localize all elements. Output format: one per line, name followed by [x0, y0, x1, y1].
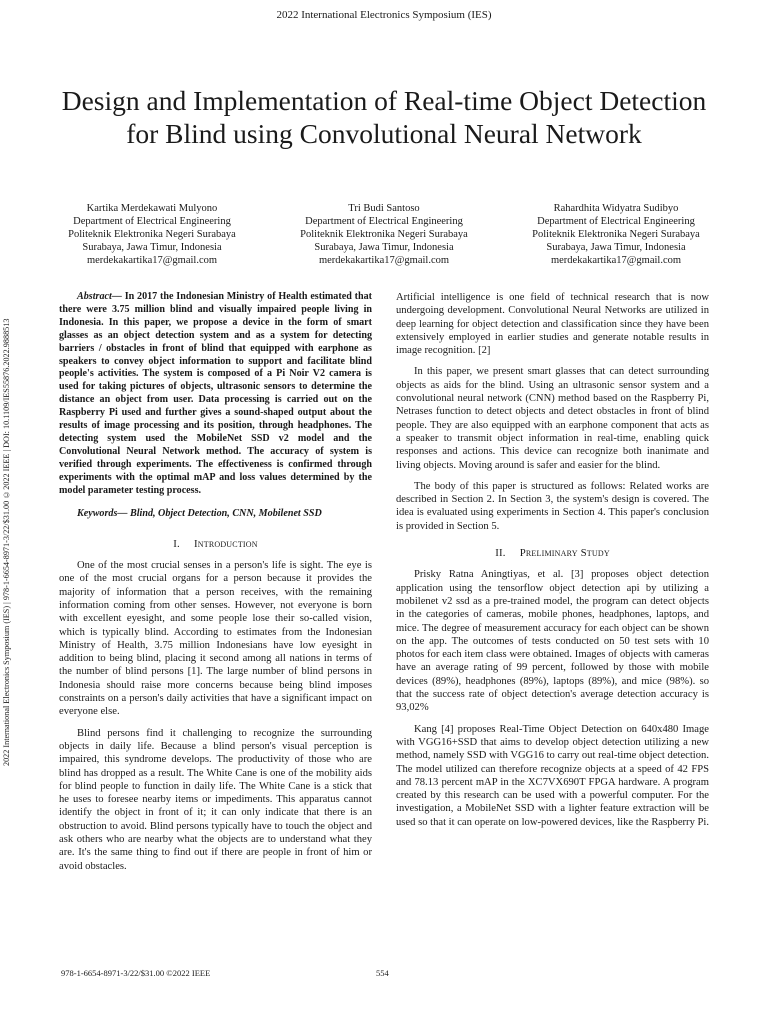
- author-institution: Politeknik Elektronika Negeri Surabaya: [300, 229, 468, 240]
- author-department: Department of Electrical Engineering: [73, 216, 231, 227]
- author-2: [268, 202, 500, 267]
- author-location: Surabaya, Jawa Timur, Indonesia: [82, 242, 222, 253]
- abstract-text: In 2017 the Indonesian Ministry of Health estimated that there were 3.75 million blind and visually impaired people living in Indonesia. In this paper, we propose a device in the form of smart glasses as an object detection system and as a system for detecting barriers / obstacles in front of blind that equipped with earphone as speakers to convey object information to support and facilitate blind people's activities. The system is composed of a Pi Noir V2 camera is used for taking pictures of objects, ultrasonic sensors to determine the distance an object from user. Data processing is carried out on the Raspberry Pi used and further gives a sound-shaped output about the results of image processing and its position, through headphones. The detecting system used the MobileNet SSD v2 model and the Convolutional Neural Network method. The accuracy of system is verified through experiments. The effectiveness is confirmed through experiments with the optimal mAP and loss values determined by the model parameter testing process.: [59, 291, 372, 496]
- author-name: Rahardhita Widyatra Sudibyo: [553, 203, 679, 214]
- author-institution: Politeknik Elektronika Negeri Surabaya: [532, 229, 700, 240]
- author-email: merdekakartika17@gmail.com: [318, 255, 450, 266]
- keywords: Keywords— Blind, Object Detection, CNN, Mobilenet SSD: [77, 507, 322, 519]
- author-block: [36, 202, 732, 266]
- author-3: [500, 202, 732, 267]
- footer-copyright: 978-1-6654-8971-3/22/$31.00 ©2022 IEEE: [61, 968, 211, 978]
- abstract-label: Abstract—: [77, 291, 122, 302]
- section-heading-preliminary-study: [396, 547, 709, 560]
- paragraph: Prisky Ratna Aningtiyas, et al. [3] proposes object detection application using the tensorflow object detection api by utilizing a mobilenet v2 ssd as a pre-trained model, the program can detect objects in the categories of cameras, mobile phones, headphones, laptops, and mice. The degree of measurement accuracy for each object can be shown on the app. The outcomes of tests conducted on 50 test sets with 10 photos for each item class were obtained. Images of objects with cameras have an average rating of 99 percent, followed by those with mobile devices (89%), headphones (89%), laptops (89%), and mice (98%). so that the success rate of object detection's average detection accuracy is 93,02%: [396, 569, 709, 714]
- conference-header: 2022 International Electronics Symposium (IES): [276, 9, 492, 21]
- section-title: Preliminary Study: [519, 547, 610, 560]
- right-column: [396, 291, 709, 829]
- author-institution: Politeknik Elektronika Negeri Surabaya: [68, 229, 236, 240]
- author-department: Department of Electrical Engineering: [305, 216, 463, 227]
- paper-title: Design and Implementation of Real-time Object Detection for Blind using Convolutional Neural Network: [61, 85, 707, 149]
- paragraph: Blind persons find it challenging to recognize the surrounding objects in daily life. Because a blind person's visual perception is impaired, this syndrome develops. The productivity of those who are blind has dropped as a result. The White Cane is one of the mobility aids for blind people to function in daily life. The White Cane is a stick that he uses to foresee nearby items or impediments. This apparatus cannot identify the object in front of it; it can only indicate that there is an obstruction to avoid. Blind persons typically have to touch the object and ask others who are nearby what the objects are to understand what they are. It's the same thing to find out if there are people in front of him or avoid obstacles.: [59, 727, 372, 872]
- section-number: II.: [495, 547, 506, 560]
- paragraph: The body of this paper is structured as follows: Related works are described in Section 2. In Section 3, the system's design is covered. The idea is evaluated using experiments in Section 4. This paper's conclusion is provided in Section 5.: [396, 480, 709, 532]
- paragraph: Kang [4] proposes Real-Time Object Detection on 640x480 Image with VGG16+SSD that aims to develop object detection utilizing a new method, namely SSD with VGG16 to carry out real-time object detection. The model utilized can therefore recognize objects at a speed of 42 FPS and 78.13 percent mAP in the XC7VX690T FPGA hardware. A program created by this research can be used with a powerful computer. For the investigation, a MobileNet SSD with a lighter feature extraction will be used so that it can operate on low-powered devices, like the Raspberry Pi.: [396, 723, 710, 828]
- section-heading-introduction: [59, 538, 372, 551]
- paragraph: Artificial intelligence is one field of technical research that is now undergoing development. Convolutional Neural Networks are utilized in deep learning for object detection and classification since they have been extensively employed in earlier studies and generate notable results in image recognition. [2]: [396, 292, 709, 357]
- author-location: Surabaya, Jawa Timur, Indonesia: [546, 242, 686, 253]
- page-number: 554: [376, 968, 389, 978]
- author-name: Tri Budi Santoso: [348, 203, 420, 214]
- abstract: [59, 291, 372, 498]
- author-name: Kartika Merdekawati Mulyono: [86, 203, 218, 214]
- paragraph: In this paper, we present smart glasses that can detect surrounding objects as aids for the blind. Using an ultrasonic sensor system and a convolutional neural network (CNN) method based on the Raspberry Pi, Netrases function to detect objects and detect obstacles in front of blind people. They are also equipped with an earphone component that acts as a speaker to transmit object information in real-time, enabling quick responses and actions. This device can recognize both inanimate and living objects. Moving around is safer and easier for the blind.: [396, 366, 709, 471]
- author-email: merdekakartika17@gmail.com: [86, 255, 218, 266]
- author-1: [36, 202, 268, 267]
- section-title: Introduction: [193, 537, 258, 550]
- paragraph: One of the most crucial senses in a person's life is sight. The eye is one of the most crucial organs for a person because it provides the majority of information that a person receives, with the remaining information coming from other senses. However, not everyone is born with excellent eyesight, and some people lose their so-called vision, which is typically blind. According to estimates from the Indonesian Ministry of Health, 3.75 million Indonesians have low eyesight in addition to being blind, placing it second among all nations in terms of the number of blind persons [1]. The large number of blind persons in Indonesia should raise more concerns because being blind imposes constraints on a person's daily activities that have a significant impact on everyone else.: [59, 560, 372, 718]
- author-department: Department of Electrical Engineering: [537, 216, 695, 227]
- side-doi-identifier: 2022 International Electronics Symposium (IES) | 978-1-6654-8971-3/22/$31.00 ©2022 IEEE | DOI: 10.1109/IES55876.2022.9888513: [2, 318, 11, 766]
- section-number: I.: [173, 537, 180, 550]
- left-column: [59, 291, 372, 873]
- author-location: Surabaya, Jawa Timur, Indonesia: [314, 242, 454, 253]
- author-email: merdekakartika17@gmail.com: [550, 255, 682, 266]
